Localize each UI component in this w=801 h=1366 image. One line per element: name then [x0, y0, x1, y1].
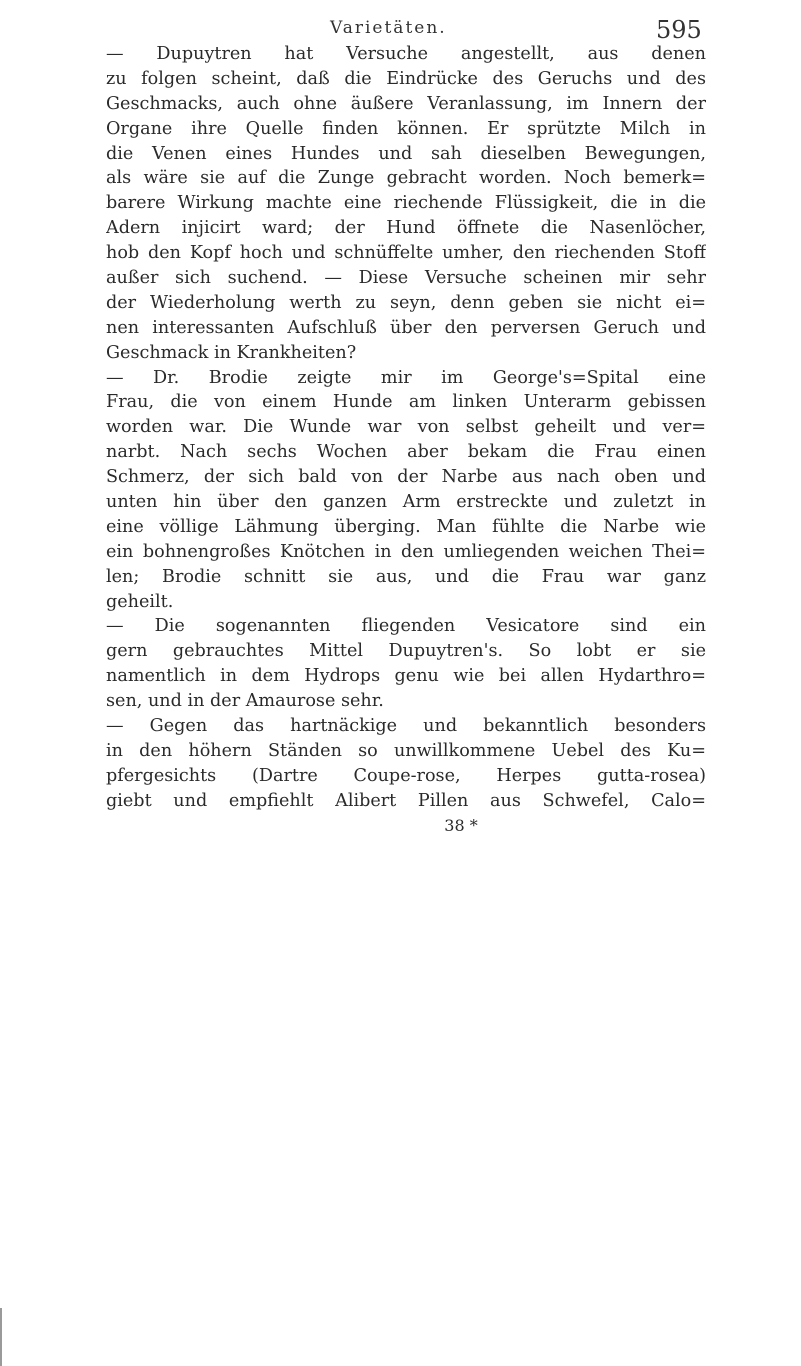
- text-line: barere Wirkung machte eine riechende Flüssigkeit, die in die: [106, 193, 706, 214]
- text-line: nen interessanten Aufschluß über den perversen Geruch und: [106, 317, 706, 338]
- text-line: — Dupuytren hat Versuche angestellt, aus denen: [106, 44, 706, 64]
- page-edge-mark: [0, 1308, 2, 1366]
- text-line: namentlich in dem Hydrops genu wie bei allen Hydarthro=: [106, 666, 706, 687]
- text-line: narbt. Nach sechs Wochen aber bekam die Frau einen: [106, 442, 706, 463]
- text-line: eine völlige Lähmung überging. Man fühlte die Narbe wie: [106, 516, 706, 537]
- text-line: ein bohnengroßes Knötchen in den umliegenden weichen Thei=: [106, 541, 706, 562]
- text-line: — Dr. Brodie zeigte mir im George's=Spital eine: [106, 367, 706, 388]
- body-text: [106, 42, 706, 839]
- text-line: — Die sogenannten fliegenden Vesicatore sind ein: [106, 616, 706, 637]
- text-line: — Gegen das hartnäckige und bekanntlich besonders: [106, 716, 706, 737]
- text-line: außer sich suchend. — Diese Versuche scheinen mir sehr: [106, 268, 706, 289]
- text-line: Schmerz, der sich bald von der Narbe aus nach oben und: [106, 467, 706, 488]
- text-line: als wäre sie auf die Zunge gebracht worden. Noch bemerk=: [106, 168, 706, 189]
- text-line: giebt und empfiehlt Alibert Pillen aus Schwefel, Calo=: [106, 790, 706, 811]
- text-line: Frau, die von einem Hunde am linken Unterarm gebissen: [106, 392, 706, 413]
- text-line: gern gebrauchtes Mittel Dupuytren's. So lobt er sie: [106, 641, 706, 662]
- text-line: hob den Kopf hoch und schnüffelte umher, den riechenden Stoff: [106, 243, 706, 264]
- signature-mark: 38 *: [444, 815, 478, 835]
- text-line: unten hin über den ganzen Arm erstreckte und zuletzt in: [106, 492, 706, 513]
- text-line: Organe ihre Quelle finden können. Er sprützte Milch in: [106, 118, 706, 139]
- text-line: sen, und in der Amaurose sehr.: [106, 691, 384, 712]
- page-number: 595: [656, 16, 702, 44]
- text-line: der Wiederholung werth zu seyn, denn geben sie nicht ei=: [106, 292, 706, 313]
- text-line: die Venen eines Hundes und sah dieselben Bewegungen,: [106, 143, 706, 164]
- text-line: pfergesichts (Dartre Coupe-rose, Herpes gutta-rosea): [106, 765, 706, 786]
- text-line: geheilt.: [106, 591, 174, 612]
- running-head-title: Varietäten.: [330, 18, 447, 38]
- text-line: zu folgen scheint, daß die Eindrücke des Geruchs und des: [106, 68, 706, 89]
- text-line: in den höhern Ständen so unwillkommene Uebel des Ku=: [106, 740, 706, 761]
- text-line: Geschmack in Krankheiten?: [106, 342, 357, 363]
- text-line: Adern injicirt ward; der Hund öffnete die Nasenlöcher,: [106, 218, 706, 239]
- text-line: worden war. Die Wunde war von selbst geheilt und ver=: [106, 417, 706, 438]
- text-line: Geschmacks, auch ohne äußere Veranlassung, im Innern der: [106, 93, 706, 114]
- text-line: len; Brodie schnitt sie aus, und die Frau war ganz: [106, 566, 706, 587]
